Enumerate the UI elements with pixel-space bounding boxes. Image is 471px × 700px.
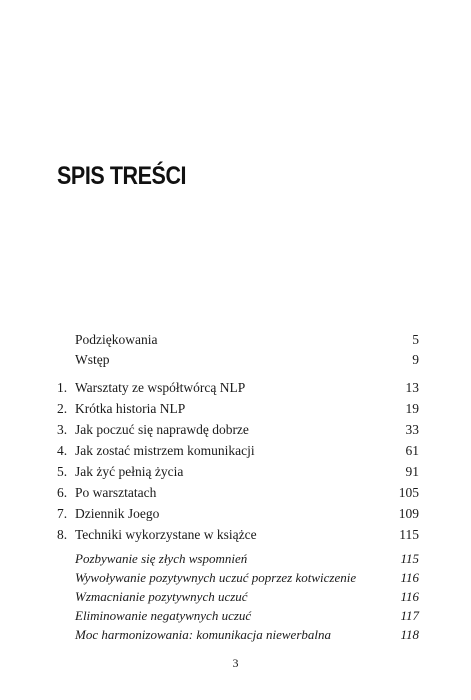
toc-chapter-title: Warsztaty ze współtwórcą NLP (75, 380, 246, 395)
toc-entry-page: 9 (412, 352, 419, 367)
toc-chapter-2 (57, 399, 419, 419)
toc-chapter-page: 33 (405, 422, 419, 437)
toc-chapter-title: Po warsztatach (75, 485, 157, 500)
toc-chapter-number: 4. (57, 443, 68, 458)
toc-chapter-6 (57, 483, 419, 503)
toc-technique-page: 118 (400, 627, 419, 642)
toc-entry-title: Wstęp (75, 352, 110, 367)
toc-chapter-title: Jak zostać mistrzem komunikacji (75, 443, 255, 458)
toc-chapter-title: Dziennik Joego (75, 506, 160, 521)
page-title: SPIS TREŚCI (57, 162, 187, 190)
toc-chapter-number: 7. (57, 506, 68, 521)
toc-technique-title: Pozbywanie się złych wspomnień (75, 551, 248, 566)
toc-chapter-7 (57, 504, 419, 524)
toc-chapter-1 (57, 378, 419, 398)
toc-chapter-8 (57, 525, 419, 545)
toc-chapter-title: Techniki wykorzystane w książce (75, 527, 257, 542)
toc-chapter-number: 8. (57, 527, 68, 542)
toc-chapter-number: 6. (57, 485, 68, 500)
toc-technique-5 (57, 625, 419, 645)
toc-chapter-number: 3. (57, 422, 68, 437)
toc-technique-page: 116 (400, 589, 419, 604)
toc-chapter-title: Jak żyć pełnią życia (75, 464, 184, 479)
toc-technique-title: Moc harmonizowania: komunikacja niewerbalna (75, 627, 331, 642)
toc-entry-introduction (57, 350, 419, 370)
toc-chapter-title: Krótka historia NLP (75, 401, 186, 416)
toc-chapter-page: 115 (399, 527, 419, 542)
toc-technique-1 (57, 549, 419, 569)
toc-chapter-title: Jak poczuć się naprawdę dobrze (75, 422, 249, 437)
toc-chapter-5 (57, 462, 419, 482)
toc-technique-page: 116 (400, 570, 419, 585)
toc-technique-title: Eliminowanie negatywnych uczuć (75, 608, 252, 623)
toc-chapter-page: 105 (398, 485, 419, 500)
toc-technique-page: 117 (400, 608, 419, 623)
toc-chapter-number: 2. (57, 401, 68, 416)
toc-chapter-4 (57, 441, 419, 461)
toc-chapter-page: 61 (405, 443, 419, 458)
toc-entry-title: Podziękowania (75, 332, 158, 347)
toc-technique-title: Wywoływanie pozytywnych uczuć poprzez kotwiczenie (75, 570, 357, 585)
toc-entry-page: 5 (412, 332, 419, 347)
page-number: 3 (232, 656, 239, 670)
toc-chapter-number: 5. (57, 464, 68, 479)
toc-technique-4 (57, 606, 419, 626)
toc-technique-2 (57, 568, 419, 588)
toc-technique-3 (57, 587, 419, 607)
toc-chapter-page: 109 (398, 506, 419, 521)
toc-technique-page: 115 (400, 551, 419, 566)
toc-chapter-3 (57, 420, 419, 440)
toc-chapter-page: 91 (405, 464, 419, 479)
toc-entry-acknowledgements (57, 330, 419, 350)
toc-chapter-number: 1. (57, 380, 68, 395)
toc-chapter-page: 19 (405, 401, 419, 416)
toc-chapter-page: 13 (405, 380, 419, 395)
toc-technique-title: Wzmacnianie pozytywnych uczuć (75, 589, 248, 604)
